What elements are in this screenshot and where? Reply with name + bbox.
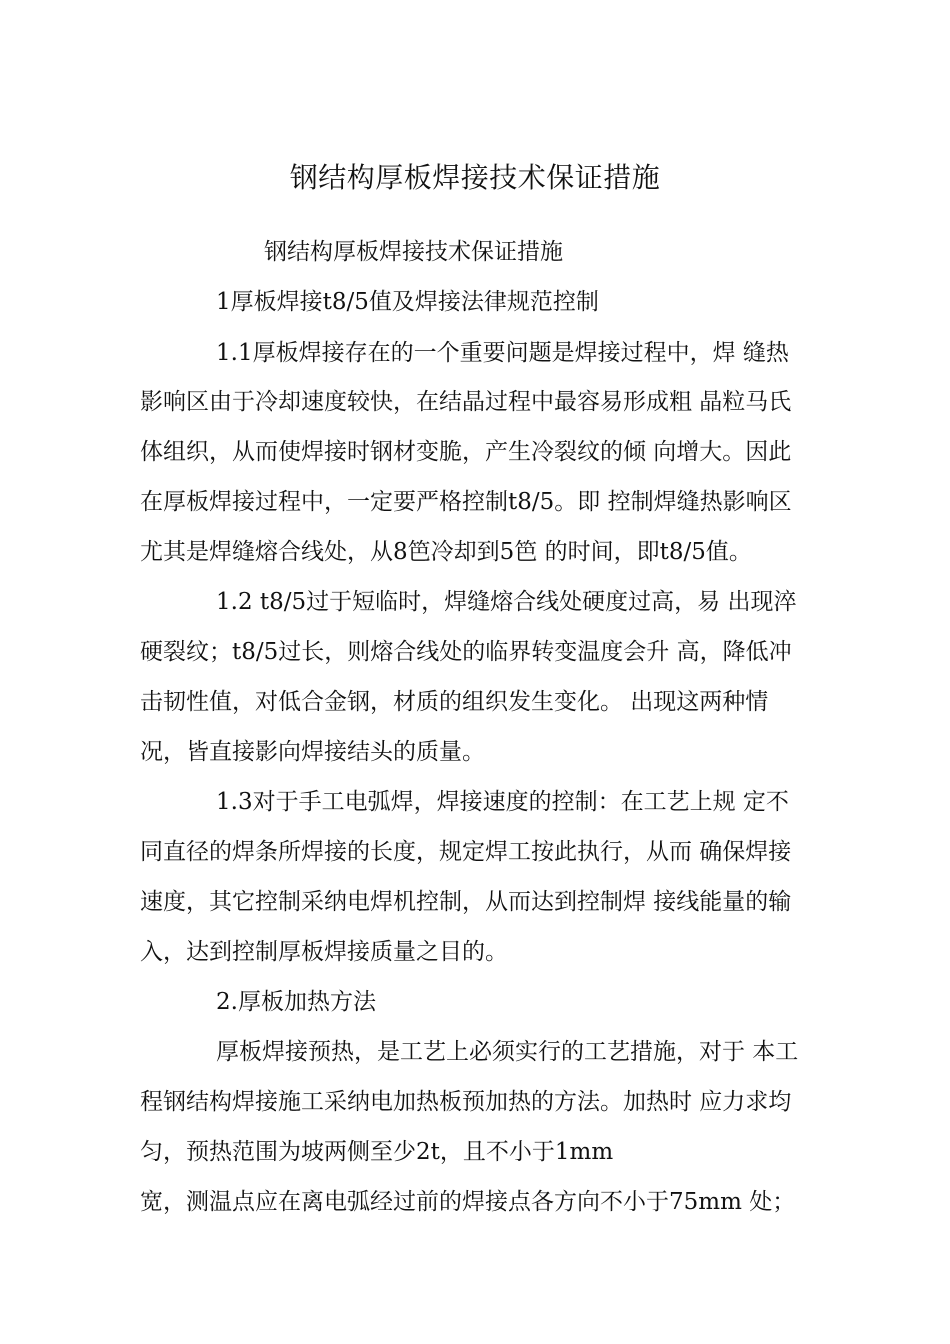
paragraph-line: 同直径的焊条所焊接的长度，规定焊工按此执行，从而 确保焊接	[140, 839, 792, 865]
paragraph-line: 1.1厚板焊接存在的一个重要问题是焊接过程中，焊 缝热	[216, 340, 789, 366]
paragraph-line: 厚板焊接预热，是工艺上必须实行的工艺措施，对于 本工	[216, 1039, 799, 1065]
paragraph-line: 匀，预热范围为坡两侧至少2t，且不小于1mm	[140, 1139, 614, 1165]
paragraph-line: 体组织，从而使焊接时钢材变脆，产生冷裂纹的倾 向增大。因此	[140, 439, 792, 465]
paragraph-line: 速度，其它控制采纳电焊机控制，从而达到控制焊 接线能量的输	[140, 889, 792, 915]
paragraph-line: 在厚板焊接过程中，一定要严格控制t8/5。即 控制焊缝热影响区	[140, 489, 792, 515]
heading-2: 2.厚板加热方法	[216, 989, 376, 1015]
paragraph-line: 击韧性值，对低合金钢，材质的组织发生变化。 出现这两种情	[140, 689, 769, 715]
heading-1: 1厚板焊接t8/5值及焊接法律规范控制	[216, 289, 599, 315]
paragraph-line: 硬裂纹；t8/5过长，则熔合线处的临界转变温度会升 高，降低冲	[140, 639, 792, 665]
paragraph-line: 1.3对于手工电弧焊，焊接速度的控制：在工艺上规 定不	[216, 789, 789, 815]
paragraph-line: 1.2 t8/5过于短临时，焊缝熔合线处硬度过高，易 出现淬	[216, 589, 797, 615]
paragraph-line: 入，达到控制厚板焊接质量之目的。	[140, 939, 508, 965]
paragraph-line: 影响区由于冷却速度较快，在结晶过程中最容易形成粗 晶粒马氏	[140, 389, 792, 415]
document-title: 钢结构厚板焊接技术保证措施	[289, 161, 661, 194]
paragraph-line: 况，皆直接影向焊接结头的质量。	[140, 739, 485, 765]
paragraph-line: 尤其是焊缝熔合线处，从8笆冷却到5笆 的时间，即t8/5值。	[140, 539, 752, 565]
paragraph-line: 宽，测温点应在离电弧经过前的焊接点各方向不小于75mm 处；	[140, 1189, 796, 1215]
subtitle-line: 钢结构厚板焊接技术保证措施	[264, 239, 563, 265]
paragraph-line: 程钢结构焊接施工采纳电加热板预加热的方法。加热时 应力求均	[140, 1089, 792, 1115]
